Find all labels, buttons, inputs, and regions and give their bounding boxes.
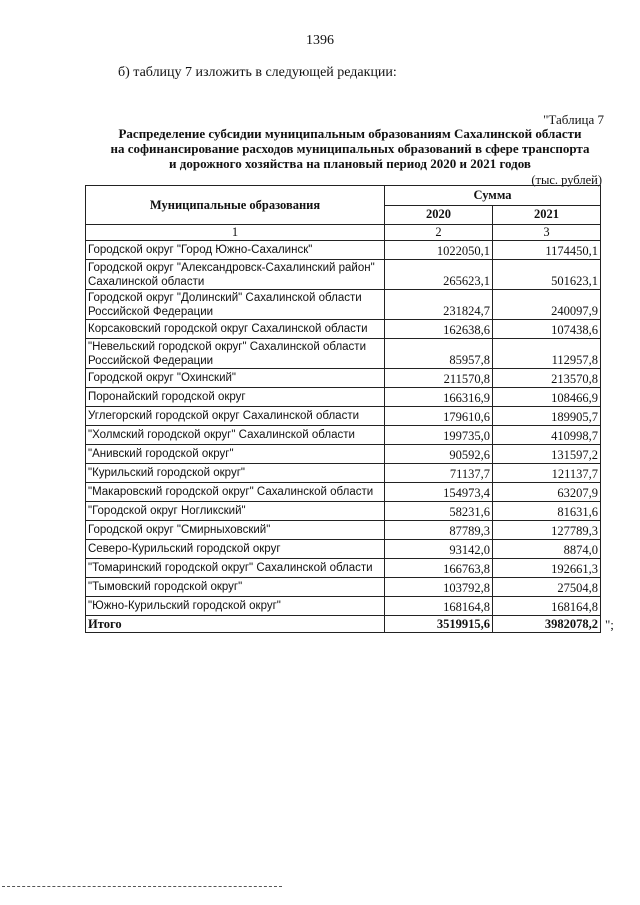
municipality-name: Корсаковский городской округ Сахалинской области xyxy=(86,320,385,339)
table-row xyxy=(86,407,601,426)
value-2020: 1022050,1 xyxy=(385,241,493,260)
table-label: "Таблица 7 xyxy=(543,112,604,127)
municipality-name: Городской округ "Смирныховский" xyxy=(86,521,385,540)
municipality-name: Городской округ "Долинский" Сахалинской области Российской Федерации xyxy=(86,290,385,320)
municipality-name: "Томаринский городской округ" Сахалинской области xyxy=(86,559,385,578)
table-row xyxy=(86,502,601,521)
value-2021: 168164,8 xyxy=(493,597,601,616)
value-2021: 121137,7 xyxy=(493,464,601,483)
municipality-name: "Южно-Курильский городской округ" xyxy=(86,597,385,616)
table-row xyxy=(86,540,601,559)
table-body xyxy=(86,241,601,616)
total-row xyxy=(86,616,601,633)
table-row xyxy=(86,260,601,290)
value-2020: 179610,6 xyxy=(385,407,493,426)
value-2020: 93142,0 xyxy=(385,540,493,559)
table-row xyxy=(86,339,601,369)
table-row xyxy=(86,464,601,483)
municipality-name: Городской округ "Охинский" xyxy=(86,369,385,388)
value-2021: 112957,8 xyxy=(493,339,601,369)
municipality-name: Поронайский городской округ xyxy=(86,388,385,407)
table-row xyxy=(86,290,601,320)
table-row xyxy=(86,445,601,464)
total-label: Итого xyxy=(86,616,385,633)
value-2020: 168164,8 xyxy=(385,597,493,616)
value-2020: 58231,6 xyxy=(385,502,493,521)
value-2020: 85957,8 xyxy=(385,339,493,369)
municipality-name: "Невельский городской округ" Сахалинской области Российской Федерации xyxy=(86,339,385,369)
value-2021: 131597,2 xyxy=(493,445,601,464)
total-2020: 3519915,6 xyxy=(385,616,493,633)
municipality-name: "Тымовский городской округ" xyxy=(86,578,385,597)
table-row xyxy=(86,320,601,339)
table-row xyxy=(86,426,601,445)
subsidy-table xyxy=(85,185,601,633)
municipality-name: "Городской округ Ногликский" xyxy=(86,502,385,521)
municipality-name: Городской округ "Город Южно-Сахалинск" xyxy=(86,241,385,260)
title-line: Распределение субсидии муниципальным образованиям Сахалинской области xyxy=(118,126,582,141)
value-2021: 127789,3 xyxy=(493,521,601,540)
closing-quote: "; xyxy=(605,617,614,632)
table-row xyxy=(86,241,601,260)
value-2021: 27504,8 xyxy=(493,578,601,597)
value-2020: 166316,9 xyxy=(385,388,493,407)
municipality-name: "Курильский городской округ" xyxy=(86,464,385,483)
value-2021: 189905,7 xyxy=(493,407,601,426)
value-2020: 199735,0 xyxy=(385,426,493,445)
value-2021: 240097,9 xyxy=(493,290,601,320)
value-2020: 162638,6 xyxy=(385,320,493,339)
value-2021: 107438,6 xyxy=(493,320,601,339)
intro-text: б) таблицу 7 изложить в следующей редакции: xyxy=(118,65,397,80)
unit-label: (тыс. рублей) xyxy=(531,173,602,187)
title-line: и дорожного хозяйства на плановый период 2020 и 2021 годов xyxy=(169,156,531,171)
value-2020: 265623,1 xyxy=(385,260,493,290)
column-index: 2 xyxy=(385,225,493,241)
table-row xyxy=(86,369,601,388)
total-2021: 3982078,2 xyxy=(493,616,601,633)
value-2021: 1174450,1 xyxy=(493,241,601,260)
column-index: 1 xyxy=(86,225,385,241)
municipality-name: "Макаровский городской округ" Сахалинской области xyxy=(86,483,385,502)
header-year-2020: 2020 xyxy=(385,205,493,225)
value-2020: 211570,8 xyxy=(385,369,493,388)
header-municipality: Муниципальные образования xyxy=(86,186,385,225)
header-year-2021: 2021 xyxy=(493,205,601,225)
table-row xyxy=(86,597,601,616)
value-2020: 166763,8 xyxy=(385,559,493,578)
scan-edge-mark xyxy=(2,886,282,890)
municipality-name: Городской округ "Александровск-Сахалинский район" Сахалинской области xyxy=(86,260,385,290)
table-row xyxy=(86,388,601,407)
title-line: на софинансирование расходов муниципальных образований в сфере транспорта xyxy=(110,141,590,156)
value-2020: 71137,7 xyxy=(385,464,493,483)
table-row xyxy=(86,483,601,502)
municipality-name: Северо-Курильский городской округ xyxy=(86,540,385,559)
value-2020: 154973,4 xyxy=(385,483,493,502)
table-title xyxy=(90,126,610,171)
value-2021: 213570,8 xyxy=(493,369,601,388)
value-2020: 87789,3 xyxy=(385,521,493,540)
value-2021: 192661,3 xyxy=(493,559,601,578)
value-2021: 410998,7 xyxy=(493,426,601,445)
column-index: 3 xyxy=(493,225,601,241)
page-number: 1396 xyxy=(306,33,334,48)
value-2021: 81631,6 xyxy=(493,502,601,521)
value-2020: 90592,6 xyxy=(385,445,493,464)
table-row xyxy=(86,521,601,540)
municipality-name: "Холмский городской округ" Сахалинской области xyxy=(86,426,385,445)
municipality-name: "Анивский городской округ" xyxy=(86,445,385,464)
value-2020: 231824,7 xyxy=(385,290,493,320)
table-row xyxy=(86,578,601,597)
value-2021: 501623,1 xyxy=(493,260,601,290)
value-2020: 103792,8 xyxy=(385,578,493,597)
value-2021: 108466,9 xyxy=(493,388,601,407)
value-2021: 63207,9 xyxy=(493,483,601,502)
header-sum: Сумма xyxy=(385,186,601,206)
municipality-name: Углегорский городской округ Сахалинской области xyxy=(86,407,385,426)
value-2021: 8874,0 xyxy=(493,540,601,559)
table-row xyxy=(86,559,601,578)
